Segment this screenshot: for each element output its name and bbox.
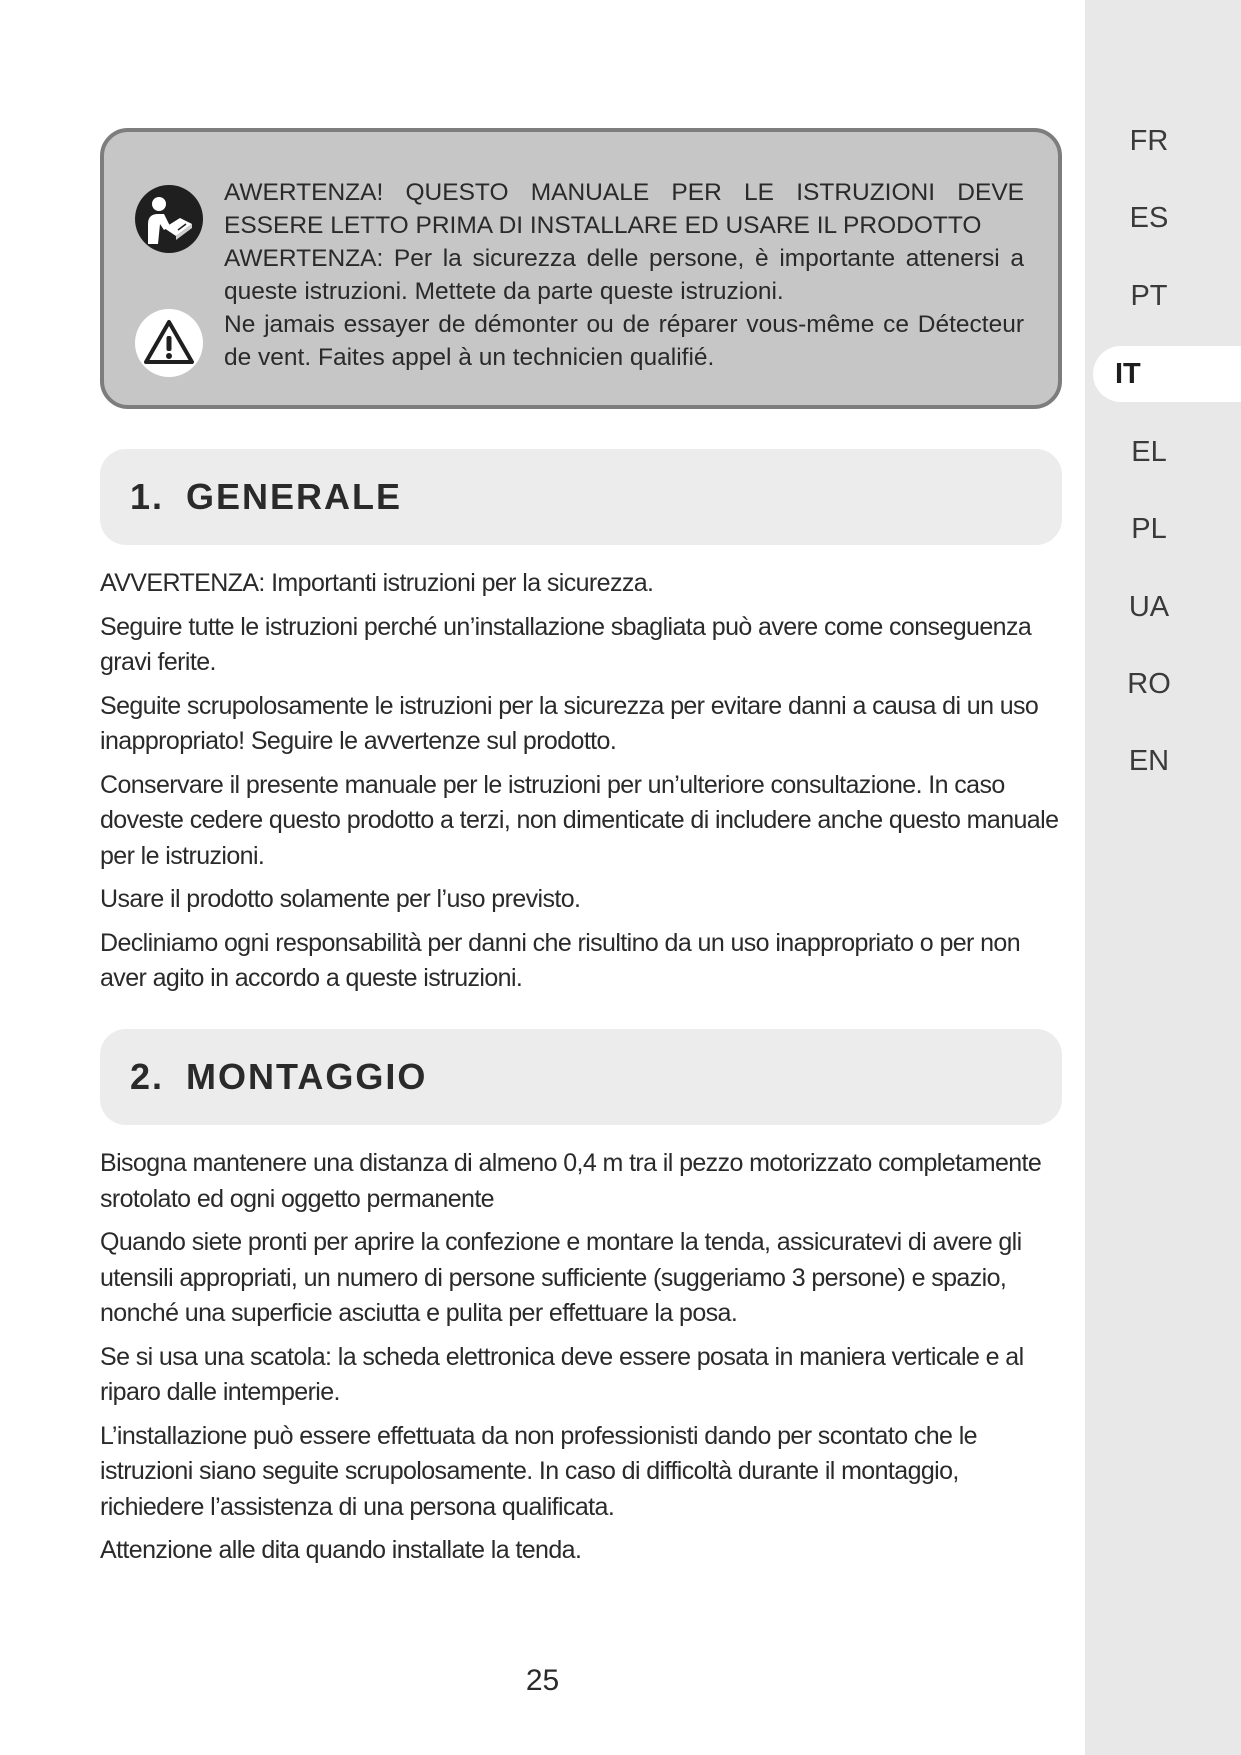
section-2-header	[100, 1029, 1062, 1125]
lang-tab-it[interactable]: IT	[1093, 346, 1241, 402]
warning-text	[224, 176, 1024, 374]
paragraph: Seguite scrupolosamente le istruzioni per la sicurezza per evitare danni a causa di un uso inappropriato! Seguire le avvertenze sul prodotto.	[100, 691, 1039, 755]
caution-triangle-icon	[134, 308, 204, 378]
section-2-body	[100, 1146, 1065, 1577]
section-1-title: GENERALE	[186, 476, 403, 517]
lang-tab-fr[interactable]: FR	[1129, 124, 1169, 157]
lang-tab-pt[interactable]: PT	[1130, 279, 1168, 312]
paragraph: L’installazione può essere effettuata da non professionisti dando per scontato che le istruzioni siano seguite scrupolosamente. In caso di difficoltà durante il montaggio, richiedere l’assistenza di una persona qualificata.	[100, 1421, 977, 1521]
language-sidebar	[1085, 0, 1241, 1755]
paragraph: Decliniamo ogni responsabilità per danni che risultino da un uso inappropriato o per non aver agito in accordo a queste istruzioni.	[100, 928, 1021, 992]
section-1-body	[100, 566, 1065, 1005]
warning-line-3: Ne jamais essayer de démonter ou de réparer vous-même ce Détecteur de vent. Faites appel à un technicien qualifié.	[224, 311, 1024, 371]
section-1-header	[100, 449, 1062, 545]
paragraph: Attenzione alle dita quando installate la tenda.	[100, 1536, 582, 1564]
section-1-number: 1.	[130, 476, 165, 517]
lang-tab-es[interactable]: ES	[1129, 201, 1169, 234]
lang-tab-ua[interactable]: UA	[1128, 590, 1170, 623]
paragraph: AVVERTENZA: Importanti istruzioni per la sicurezza.	[100, 569, 654, 597]
page-number: 25	[525, 1664, 560, 1697]
paragraph: Bisogna mantenere una distanza di almeno 0,4 m tra il pezzo motorizzato completamente srotolato ed ogni oggetto permanente	[100, 1149, 1042, 1213]
paragraph: Usare il prodotto solamente per l’uso previsto.	[100, 885, 581, 913]
lang-tab-en[interactable]: EN	[1128, 744, 1170, 777]
lang-tab-ro[interactable]: RO	[1127, 667, 1171, 700]
lang-tab-el[interactable]: EL	[1131, 435, 1167, 468]
warning-line-1: AWERTENZA! QUESTO MANUALE PER LE ISTRUZIONI DEVE ESSERE LETTO PRIMA DI INSTALLARE ED USARE IL PRODOTTO	[224, 179, 1024, 239]
section-2-number: 2.	[130, 1056, 165, 1097]
paragraph: Se si usa una scatola: la scheda elettronica deve essere posata in maniera verticale e al riparo dalle intemperie.	[100, 1342, 1024, 1406]
warning-box	[100, 128, 1062, 409]
paragraph: Quando siete pronti per aprire la confezione e montare la tenda, assicuratevi di avere gli utensili appropriati, un numero di persone sufficiente (suggeriamo 3 persone) e spazio, nonché una superficie asciutta e pulita per effettuare la posa.	[100, 1228, 1022, 1327]
manual-read-icon	[134, 184, 204, 254]
section-2-title: MONTAGGIO	[186, 1056, 428, 1097]
paragraph: Seguire tutte le istruzioni perché un’installazione sbagliata può avere come conseguenza gravi ferite.	[100, 612, 1032, 676]
lang-tab-pl[interactable]: PL	[1131, 512, 1167, 545]
paragraph: Conservare il presente manuale per le istruzioni per un’ulteriore consultazione. In caso doveste cedere questo prodotto a terzi, non dimenticate di includere anche questo manuale per le istruzioni.	[100, 770, 1059, 870]
warning-line-2: AWERTENZA: Per la sicurezza delle persone, è importante attenersi a queste istruzioni. Mettete da parte queste istruzioni.	[224, 245, 1024, 305]
